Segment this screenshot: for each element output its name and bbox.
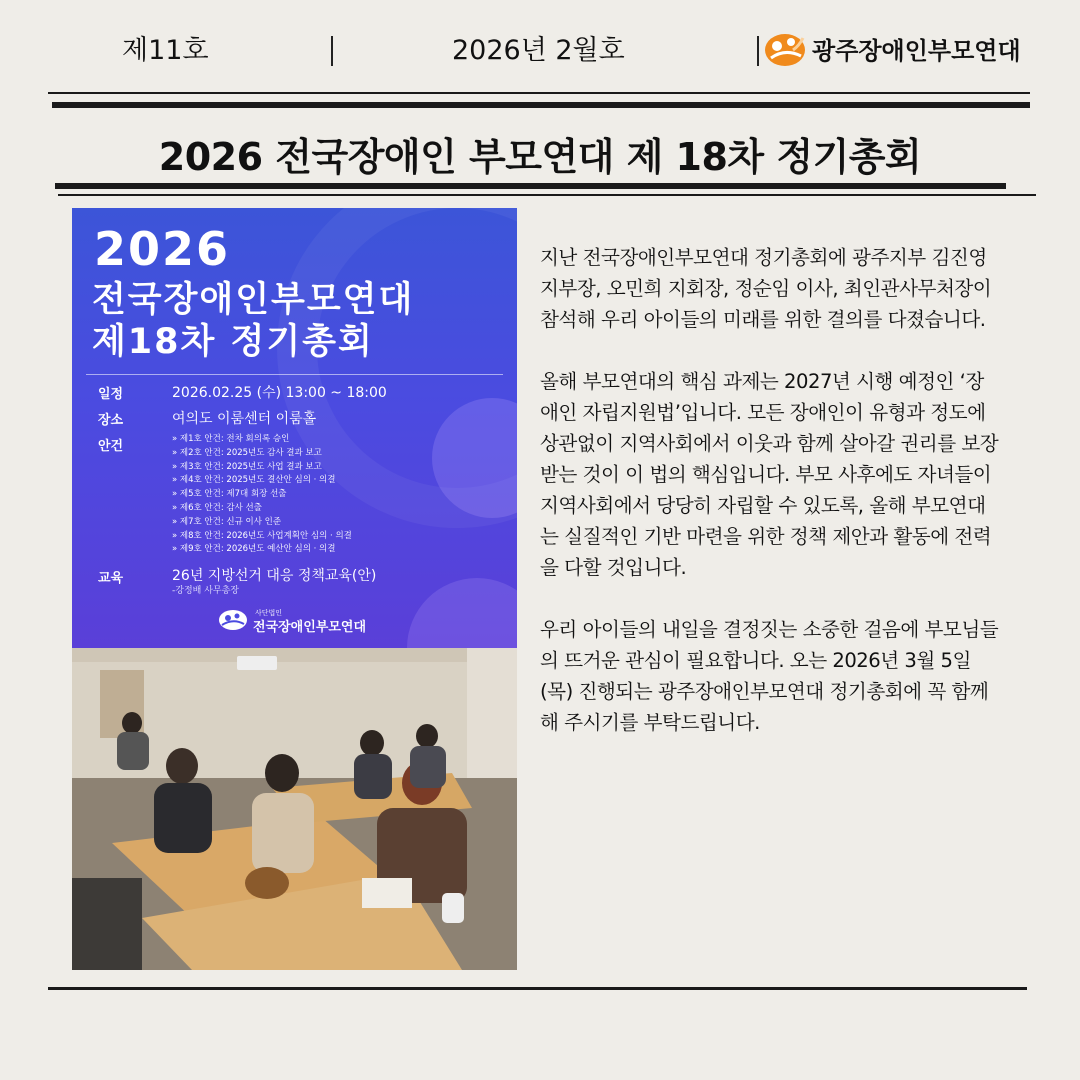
header-separator [331,36,333,66]
divider [48,987,1027,990]
agenda-item: » 제5호 안건: 제7대 회장 선출 [172,489,287,500]
agenda-label: 안건 [98,439,124,454]
place-value: 여의도 이룸센터 이룸홀 [172,411,317,427]
education-label: 교육 [98,571,124,586]
agenda-item: » 제7호 안건: 신규 이사 인준 [172,516,282,527]
agenda-item: » 제8호 안건: 2026년도 사업계획안 심의 · 의결 [172,530,352,541]
article-paragraph: 우리 아이들의 내일을 결정짓는 소중한 걸음에 부모님들의 뜨거운 관심이 필요합니다. 오는 2026년 3월 5일(목) 진행되는 광주장애인부모연대 정기총회에 꼭 함께해 주시기를 부탁드립니다. [540,618,999,734]
poster-decoration [407,578,517,648]
divider [52,102,1030,108]
agenda-list [172,433,352,557]
poster-org-logo [217,606,417,634]
issue-date: 2026년 2월호 [452,35,625,66]
header-separator [757,36,759,66]
article-body [540,242,1000,769]
divider [55,183,1006,189]
poster-divider [86,374,503,375]
org-name: 광주장애인부모연대 [812,37,1021,65]
agenda-item: » 제2호 안건: 2025년도 감사 결과 보고 [172,447,322,458]
divider [48,92,1030,94]
org-logo-icon [763,28,811,68]
page-title: 2026 전국장애인 부모연대 제 18차 정기총회 [158,135,922,179]
place-label: 장소 [98,413,124,428]
poster-title-line2: 제18차 정기총회 [92,322,374,362]
schedule-label: 일정 [98,387,124,402]
poster-org-name: 전국장애인부모연대 [253,620,367,635]
agenda-item: » 제9호 안건: 2026년도 예산안 심의 · 의결 [172,544,336,555]
org-mark-icon [217,608,249,632]
education-value: 26년 지방선거 대응 정책교육(안) [172,568,377,584]
education-speaker: -강정배 사무총장 [172,586,239,596]
article-paragraph: 올해 부모연대의 핵심 과제는 2027년 시행 예정인 ‘장애인 자립지원법’입니다. 모든 장애인이 유형과 정도에 상관없이 지역사회에서 이웃과 함께 살아갈 권리를 보장받는 것이 이 법의 핵심입니다. 부모 사후에도 자녀들이 지역사회에서 당당히 자립할 수 있도록, 올해 부모연대는 실질적인 기반 마련을 위한 정책 제안과 활동에 전력을 다할 것입니다. [540,370,999,579]
agenda-item: » 제6호 안건: 감사 선출 [172,502,262,513]
divider [58,194,1036,196]
meeting-photo [72,648,517,970]
agenda-item: » 제3호 안건: 2025년도 사업 결과 보고 [172,461,322,472]
poster-year: 2026 [94,222,231,276]
agenda-item: » 제1호 안건: 전차 회의록 승인 [172,434,290,444]
poster-title-line1: 전국장애인부모연대 [92,280,415,320]
schedule-value: 2026.02.25 (수) 13:00 ~ 18:00 [172,385,387,401]
issue-number: 제11호 [122,35,209,66]
event-poster [72,208,517,648]
agenda-item: » 제4호 안건: 2025년도 결산안 심의 · 의결 [172,475,336,486]
poster-org-type: 사단법인 [255,609,283,617]
article-paragraph: 지난 전국장애인부모연대 정기총회에 광주지부 김진영 지부장, 오민희 지회장, 정순임 이사, 최인관사무처장이 참석해 우리 아이들의 미래를 위한 결의를 다졌습니다. [540,246,992,331]
